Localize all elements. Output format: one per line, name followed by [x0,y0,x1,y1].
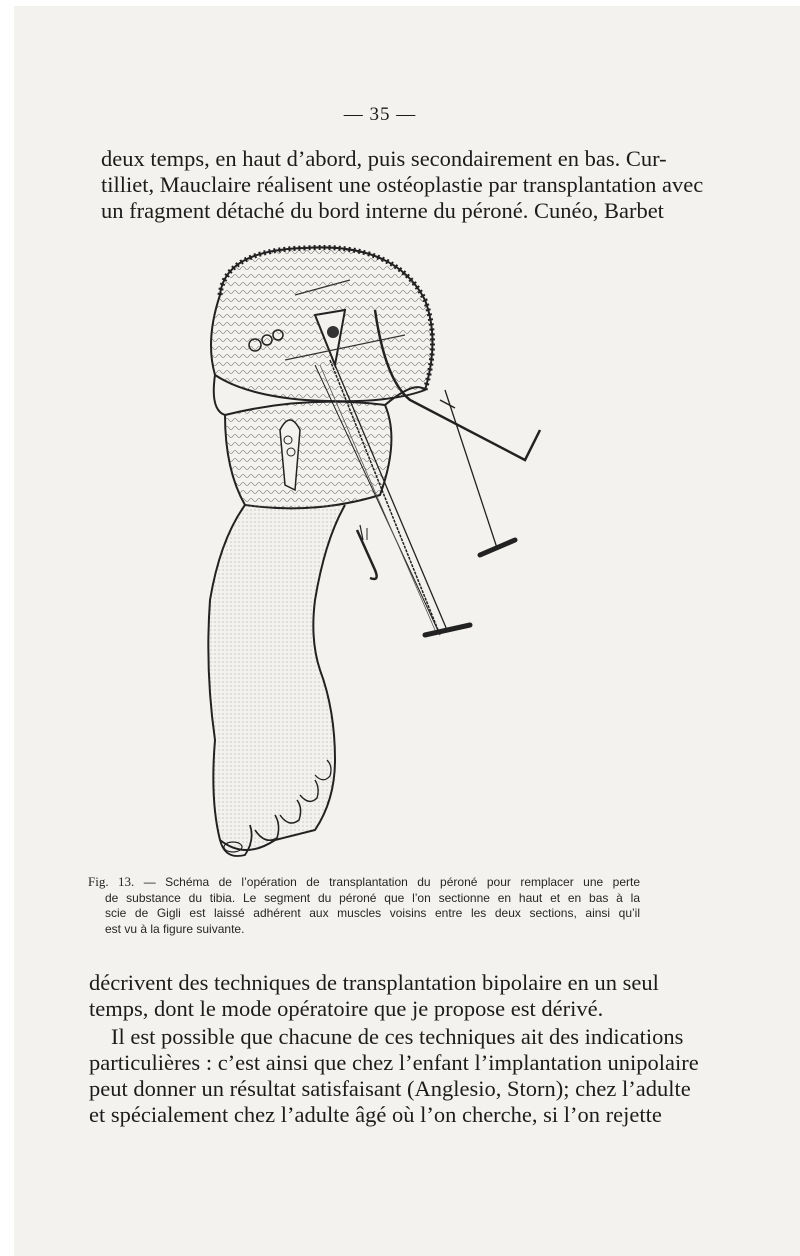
text-line: peut donner un résultat satisfaisant (Anglesio, Storn); chez l’adulte [89,1076,691,1101]
figure-leg-illustration [185,240,565,865]
caption-line: de substance du tibia. Le segment du péroné que l’on sectionne en haut et en bas à la [105,890,640,905]
paragraph-top [101,146,704,224]
anatomical-leg-illustration-icon [185,240,565,865]
figure-caption [88,874,640,937]
text-line: tilliet, Mauclaire réalisent une ostéoplastie par transplantation avec [101,172,704,197]
text-line: Il est possible que chacune de ces techniques ait des indications [111,1024,684,1049]
text-line: un fragment détaché du bord interne du péroné. Cunéo, Barbet [101,198,664,223]
figure-label: Fig. 13. [88,874,135,889]
text-line: particulières : c’est ainsi que chez l’enfant l’implantation unipolaire [89,1050,699,1075]
text-line: décrivent des techniques de transplantation bipolaire en un seul [89,970,659,995]
caption-line: est vu à la figure suivante. [105,921,245,936]
text-line: deux temps, en haut d’abord, puis secondairement en bas. Cur- [101,146,667,171]
paragraph-bottom [89,1024,699,1128]
text-line: et spécialement chez l’adulte âgé où l’on cherche, si l’on rejette [89,1102,662,1127]
paragraph-middle [89,970,659,1022]
caption-text: — Schéma de l’opération de transplantation du péroné pour remplacer une perte [143,875,640,889]
caption-line: scie de Gigli est laissé adhérent aux muscles voisins entre les deux sections, ainsi qu’il [105,906,640,920]
page-number: — 35 — [343,104,417,125]
text-line: temps, dont le mode opératoire que je propose est dérivé. [89,996,604,1021]
caption-line [88,874,640,891]
